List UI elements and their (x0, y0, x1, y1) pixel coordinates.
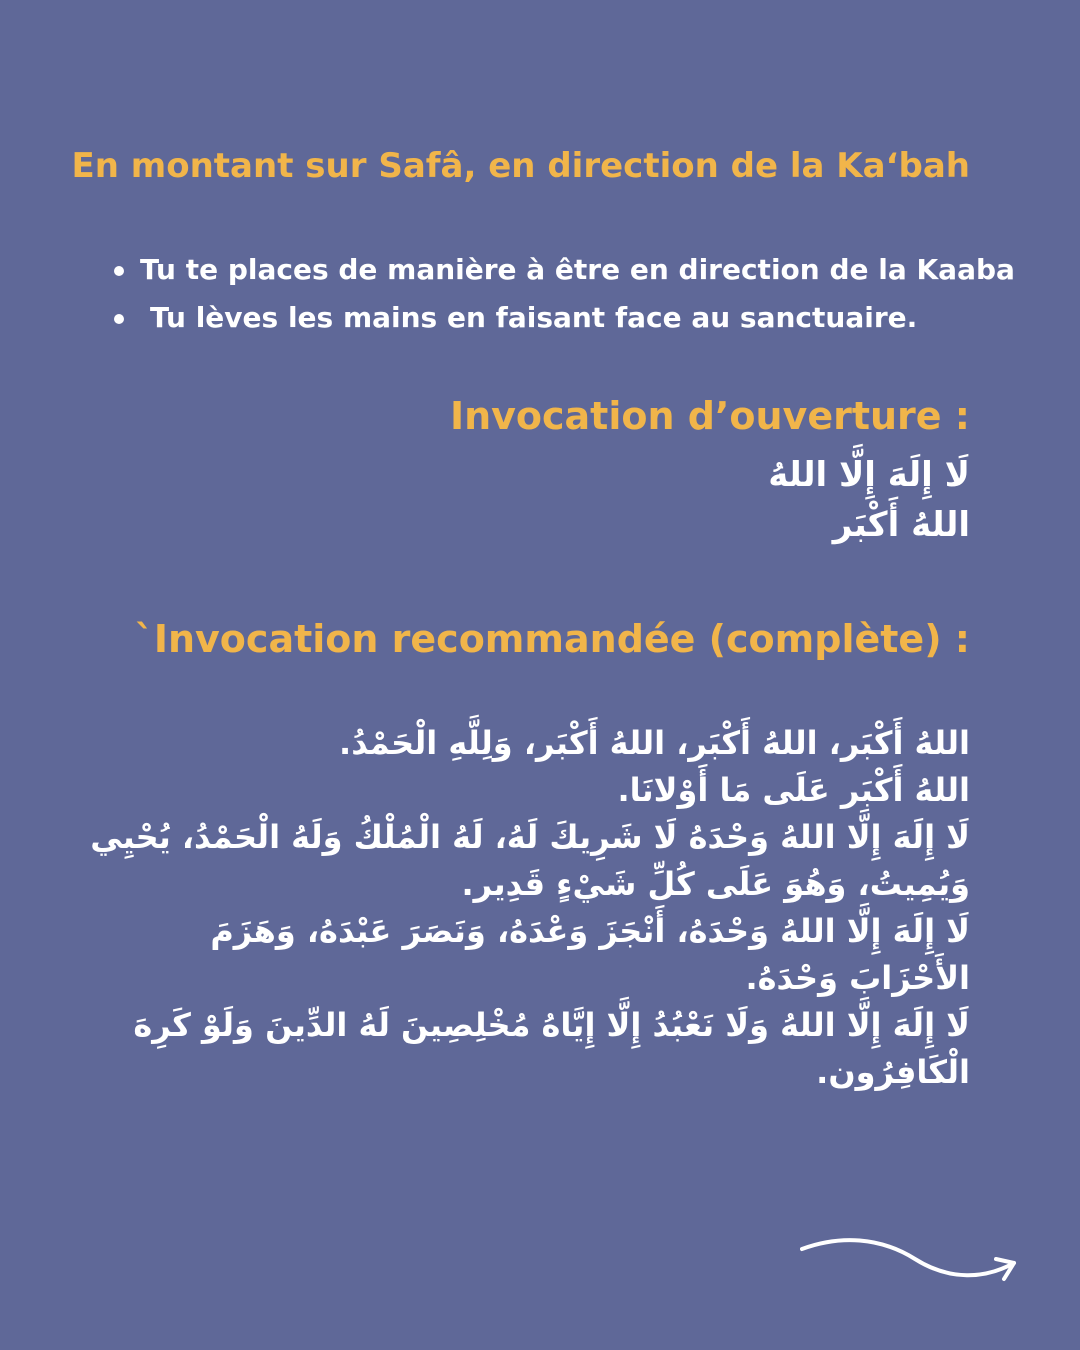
arabic-line: لَا إِلَهَ إِلَّا اللهُ وَلَا نَعْبُدُ إِلَّا إِيَّاهُ مُخْلِصِينَ لَهُ الدِّينَ وَلَوْ كَرِهَ الْكَافِرُون. (133, 1006, 970, 1091)
instruction-item (112, 294, 1015, 342)
instructions-list (112, 246, 1015, 342)
arabic-line: اللهُ أَكْبَر عَلَى مَا أَوْلانَا. (617, 771, 970, 809)
complete-invocation-heading: `Invocation recommandée (complète) : (134, 617, 970, 661)
arabic-line: لَا إِلَهَ إِلَّا اللهُ وَحْدَهُ لَا شَرِيكَ لَهُ، لَهُ الْمُلْكُ وَلَهُ الْحَمْدُ، يُحْيِي وَيُمِيتُ، وَهُوَ عَلَى كُلِّ شَيْءٍ قَدِير. (90, 818, 970, 903)
opening-invocation-text (768, 450, 970, 550)
instruction-text: Tu te places de manière à être en direction de la Kaaba (140, 253, 1015, 286)
arabic-line: اللهُ أَكْبَر، اللهُ أَكْبَر، اللهُ أَكْبَر، وَلِلَّهِ الْحَمْدُ. (339, 724, 970, 762)
arabic-line: اللهُ أَكْبَر (832, 505, 970, 545)
bullet-dot-icon (114, 314, 124, 324)
opening-invocation-heading: Invocation d’ouverture : (449, 394, 970, 438)
safa-heading: En montant sur Safâ, en direction de la Ka‘bah (71, 146, 970, 186)
complete-invocation-text (90, 720, 970, 1096)
arabic-line: لَا إِلَهَ إِلَّا اللهُ (768, 455, 970, 495)
swoosh-arrow-icon[interactable] (800, 1235, 1020, 1295)
instruction-item (112, 246, 1015, 294)
instruction-text: Tu lèves les mains en faisant face au sanctuaire. (150, 301, 918, 334)
arabic-line: لَا إِلَهَ إِلَّا اللهُ وَحْدَهُ، أَنْجَزَ وَعْدَهُ، وَنَصَرَ عَبْدَهُ، وَهَزَمَ الأَحْزَابَ وَحْدَهُ. (210, 912, 970, 997)
bullet-dot-icon (114, 266, 124, 276)
